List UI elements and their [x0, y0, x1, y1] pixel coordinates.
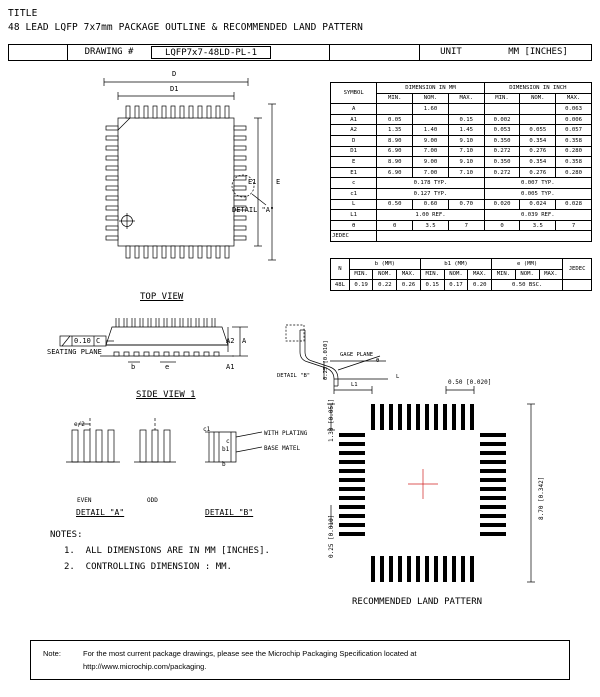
dim-label-L: L: [396, 374, 400, 380]
footer-line-2: http://www.microchip.com/packaging.: [83, 662, 207, 671]
land-pattern-title: RECOMMENDED LAND PATTERN: [352, 597, 483, 607]
dim-cell: 1.45: [448, 125, 484, 136]
dim-cell: 0.70: [448, 199, 484, 210]
dim-cell: 0.276: [520, 146, 556, 157]
dim-header-inch: DIMENSION IN INCH: [484, 83, 591, 94]
dim-subheader: MIN.: [484, 93, 520, 104]
dim-symbol: D1: [331, 146, 377, 157]
pitch-header-n: N: [331, 259, 350, 280]
dim-cell: 0: [377, 220, 413, 231]
pitch-subheader: MIN.: [349, 269, 373, 280]
dim-label-D1: D1: [170, 85, 179, 93]
side-view-label: SIDE VIEW 1: [136, 390, 196, 400]
dim-cell: 0.057: [556, 125, 592, 136]
dim-symbol: E1: [331, 167, 377, 178]
dim-label-e2: e/2: [74, 421, 85, 428]
dim-cell: 0.276: [520, 167, 556, 178]
detail-b-label: DETAIL "B": [205, 508, 254, 517]
drawing-number-value: LQFP7x7-48LD-PL-1: [151, 46, 271, 59]
note-item-2: 2. CONTROLLING DIMENSION : MM.: [64, 562, 232, 572]
dim-symbol: A2: [331, 125, 377, 136]
odd-label: ODD: [147, 497, 158, 504]
dim-cell-span: 0.127 TYP.: [377, 188, 484, 199]
dim-cell: 7.00: [413, 146, 449, 157]
dim-subheader: MIN.: [377, 93, 413, 104]
page-title-label: TITLE: [8, 8, 38, 19]
pitch-cell: 0.22: [373, 280, 397, 291]
land-width-label: 8.70 [0.342]: [538, 476, 545, 520]
dim-cell: 0: [484, 220, 520, 231]
pitch-cell: 0.17: [444, 280, 468, 291]
dim-cell: 9.00: [413, 157, 449, 168]
dim-symbol: c: [331, 178, 377, 189]
dim-symbol: c1: [331, 188, 377, 199]
dim-cell: 7.10: [448, 146, 484, 157]
pitch-subheader: NOM.: [444, 269, 468, 280]
dim-cell: 0.15: [448, 114, 484, 125]
pitch-subheader: NOM.: [515, 269, 539, 280]
notes-heading: NOTES:: [50, 530, 83, 540]
footer-line-1: For the most current package drawings, please see the Microchip Packaging Specification located at: [83, 649, 417, 658]
pitch-cell-e: 0.50 BSC.: [492, 280, 563, 291]
dim-cell: 0.024: [520, 199, 556, 210]
dim-label-b2: b: [222, 461, 226, 468]
dim-cell: 0.280: [556, 146, 592, 157]
theta-label: θ: [376, 358, 380, 364]
dim-cell: 7.00: [413, 167, 449, 178]
dim-cell: 0.028: [556, 199, 592, 210]
dim-cell: 1.35: [377, 125, 413, 136]
page-title: 48 LEAD LQFP 7x7mm PACKAGE OUTLINE & RECOMMENDED LAND PATTERN: [8, 22, 363, 33]
dim-cell: 0.50: [377, 199, 413, 210]
dim-label-c: c: [226, 438, 230, 445]
pitch-subheader: MIN.: [420, 269, 444, 280]
dim-cell: 0.002: [484, 114, 520, 125]
dim-cell-span: 0.039 REF.: [484, 210, 591, 221]
dim-symbol: θ: [331, 220, 377, 231]
flatness-datum: C: [96, 337, 101, 345]
pitch-cell: 0.19: [349, 280, 373, 291]
dim-cell: 0.272: [484, 167, 520, 178]
dim-subheader: MAX.: [556, 93, 592, 104]
dim-cell: 0.358: [556, 157, 592, 168]
dim-label-A2: A2: [226, 337, 235, 345]
dim-cell: 9.10: [448, 135, 484, 146]
dim-cell: 0.358: [556, 135, 592, 146]
seating-plane-label: SEATING PLANE: [47, 348, 102, 356]
dim-symbol: A: [331, 104, 377, 115]
dim-cell: 9.10: [448, 157, 484, 168]
top-view-label: TOP VIEW: [140, 292, 184, 302]
dim-cell: 0.354: [520, 157, 556, 168]
dim-cell: 3.5: [413, 220, 449, 231]
land-pad-width-label: 0.25 [0.010]: [328, 514, 335, 558]
dim-cell: 3.5: [520, 220, 556, 231]
dim-label-b1: b1: [222, 446, 230, 453]
land-pitch-label: 0.50 [0.020]: [448, 379, 492, 386]
pitch-subheader: MAX.: [397, 269, 421, 280]
dim-label-E1: E1: [248, 178, 257, 186]
dim-cell: 0.063: [556, 104, 592, 115]
pitch-header-b1: b1 (MM): [420, 259, 491, 270]
drawing-number-label: DRAWING #: [84, 47, 134, 57]
pitch-cell-n: 48L: [331, 280, 350, 291]
dim-cell: 0.053: [484, 125, 520, 136]
dim-cell-span: 0.005 TYP.: [484, 188, 591, 199]
dim-symbol: D: [331, 135, 377, 146]
dim-label-c1: c1: [203, 426, 211, 433]
dim-label-A1: A1: [226, 363, 235, 371]
dim-cell: 0.05: [377, 114, 413, 125]
flatness-tolerance: 0.10: [74, 337, 91, 345]
even-label: EVEN: [77, 497, 92, 504]
dim-subheader: NOM.: [413, 93, 449, 104]
pitch-cell: 0.20: [468, 280, 492, 291]
dim-cell: 8.90: [377, 157, 413, 168]
dim-cell: 7: [556, 220, 592, 231]
gage-plane-label: GAGE PLANE: [340, 352, 374, 358]
dim-cell: 7.10: [448, 167, 484, 178]
with-plating-label: WITH PLATING: [264, 430, 308, 437]
dim-cell: 6.90: [377, 146, 413, 157]
pitch-subheader: MIN.: [492, 269, 516, 280]
dim-header-mm: DIMENSION IN MM: [377, 83, 484, 94]
dim-label-L1: L1: [351, 382, 358, 388]
footer-note-box: [30, 640, 570, 680]
dim-cell: 0.055: [520, 125, 556, 136]
dim-label-E: E: [276, 178, 281, 186]
footer-label: Note:: [43, 649, 61, 658]
dim-header-symbol: SYMBOL: [331, 83, 377, 104]
gage-dim-label: 0.25 [0.010]: [323, 340, 329, 380]
dim-cell: 7: [448, 220, 484, 231]
dim-label-D: D: [172, 70, 177, 78]
dim-cell: 0.006: [556, 114, 592, 125]
dim-cell: 0.350: [484, 157, 520, 168]
pitch-subheader: MAX.: [468, 269, 492, 280]
pitch-header-e: e (MM): [492, 259, 563, 270]
dim-cell: 6.90: [377, 167, 413, 178]
dim-label-A: A: [242, 337, 247, 345]
base-metal-label: BASE MATEL: [264, 445, 301, 452]
dim-cell: 0.272: [484, 146, 520, 157]
dim-cell: 8.90: [377, 135, 413, 146]
dim-cell: 1.40: [413, 125, 449, 136]
dim-cell: 0.350: [484, 135, 520, 146]
dim-label-e: e: [165, 363, 170, 371]
dim-label-b: b: [131, 363, 136, 371]
dim-symbol: L: [331, 199, 377, 210]
detail-a-bubble-label: DETAIL "A": [232, 206, 275, 214]
dim-symbol: JEDEC: [331, 231, 377, 242]
unit-label: UNIT: [440, 47, 462, 57]
dim-cell: 1.60: [413, 104, 449, 115]
dim-symbol: A1: [331, 114, 377, 125]
pitch-header-jedec: JEDEC: [563, 259, 592, 280]
dim-cell-span: 0.007 TYP.: [484, 178, 591, 189]
dim-symbol: L1: [331, 210, 377, 221]
dim-subheader: MAX.: [448, 93, 484, 104]
pitch-header-b: b (MM): [349, 259, 420, 270]
unit-value: MM [INCHES]: [508, 47, 568, 57]
detail-a-label: DETAIL "A": [76, 508, 125, 517]
dim-cell: 9.00: [413, 135, 449, 146]
dim-cell: 0.354: [520, 135, 556, 146]
pitch-subheader: NOM.: [373, 269, 397, 280]
dim-cell-span: 1.00 REF.: [377, 210, 484, 221]
detail-b-bubble-label: DETAIL "B": [277, 373, 311, 379]
dim-symbol: E: [331, 157, 377, 168]
dim-cell: 0.280: [556, 167, 592, 178]
dim-cell-span: 0.178 TYP.: [377, 178, 484, 189]
dim-cell: 0.020: [484, 199, 520, 210]
pitch-subheader: MAX.: [539, 269, 563, 280]
dim-subheader: NOM.: [520, 93, 556, 104]
note-item-1: 1. ALL DIMENSIONS ARE IN MM [INCHES].: [64, 546, 270, 556]
land-pad-length-label: 1.30 [0.051]: [328, 398, 335, 442]
dim-cell: 0.60: [413, 199, 449, 210]
pitch-cell: 0.15: [420, 280, 444, 291]
pitch-cell: 0.26: [397, 280, 421, 291]
